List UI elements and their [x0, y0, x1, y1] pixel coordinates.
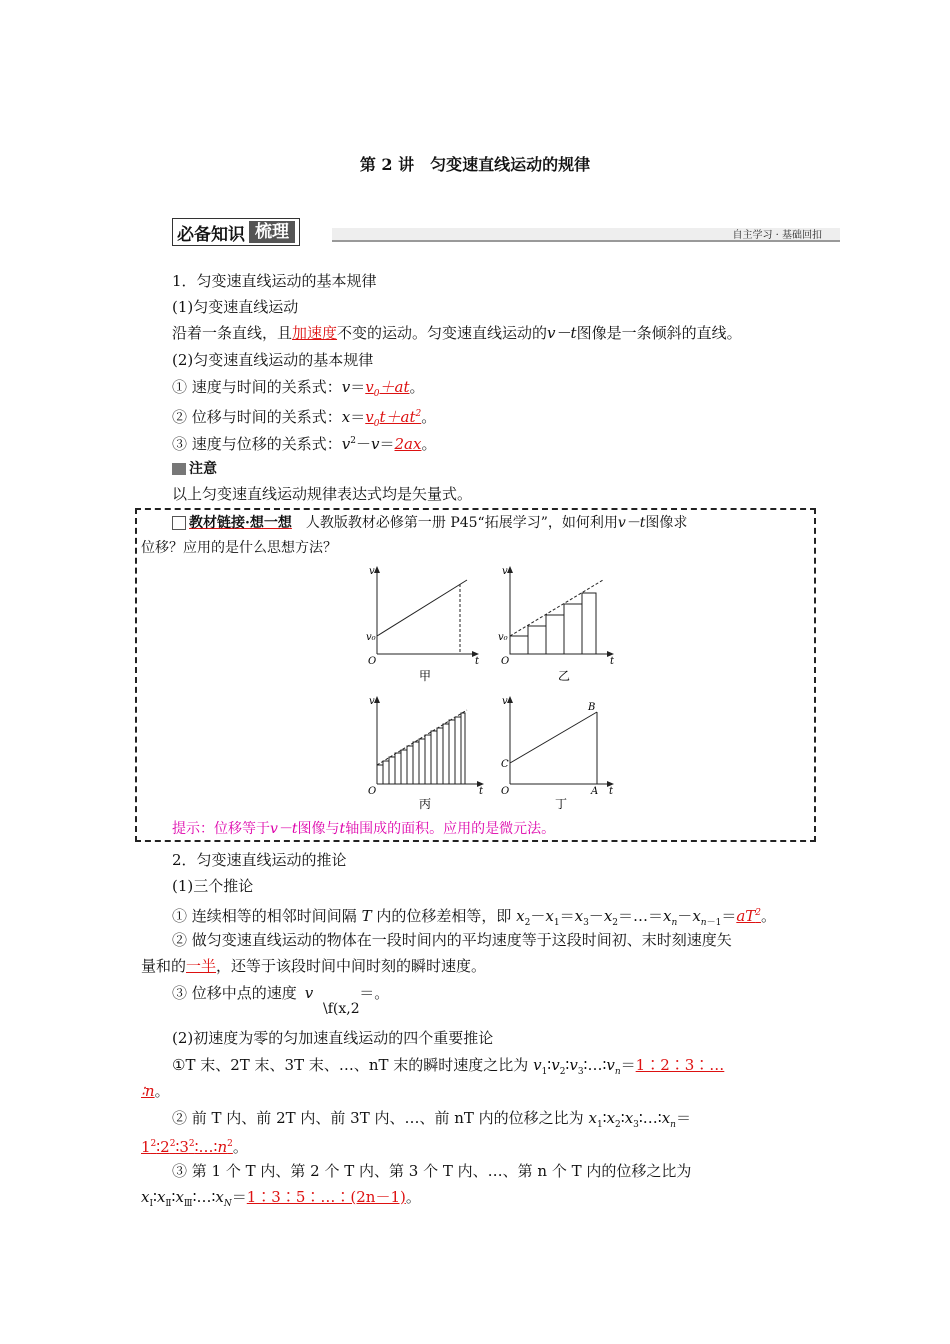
vt-graphs	[355, 560, 625, 810]
note-text: 以上匀变速直线运动规律表达式均是矢量式。	[172, 485, 473, 503]
s2-q2: ② 前 T 内、前 2T 内、前 3T 内、…、前 nT 内的位移之比为 $x_1∶x_2∶x_3∶\dots∶x_n=$	[172, 1109, 691, 1130]
svg-text:v₀: v₀	[366, 632, 376, 643]
link-line-1	[172, 512, 687, 534]
formula-2-answer: $v_0t+at^2$	[365, 408, 422, 429]
s2-r1-answer: $aT^2$	[736, 907, 762, 925]
hint-line: 提示：位移等于v－t图像与t轴围成的面积。应用的是微元法。	[172, 821, 556, 837]
s2-r2a: ② 做匀变速直线运动的物体在一段时间内的平均速度等于这段时间初、末时刻速度矢	[172, 931, 732, 949]
s2-q1-answer-2: ∶n	[141, 1082, 155, 1100]
s2-q1-text: ①T 末、2T 末、3T 末、…、nT 末的瞬时速度之比为	[172, 1056, 529, 1074]
svg-text:t: t	[475, 656, 480, 667]
s2-q2-answer: $1^2∶2^2∶3^2∶\dots∶n^2$	[141, 1138, 233, 1156]
s2-r3-a: ③ 位移中点的速度	[172, 984, 297, 1002]
formula-3-label: ③ 速度与位移的关系式：	[172, 435, 342, 453]
svg-text:t: t	[479, 786, 484, 797]
graph-yi	[498, 566, 615, 683]
s2-heading: 2．匀变速直线运动的推论	[172, 851, 347, 869]
svg-text:v: v	[369, 696, 375, 707]
hint-a: 提示：位移等于	[172, 821, 270, 837]
svg-text:v: v	[369, 566, 375, 577]
svg-text:t: t	[609, 786, 614, 797]
s1-p1-text	[172, 322, 742, 344]
s2-q2-text: ② 前 T 内、前 2T 内、前 3T 内、…、前 nT 内的位移之比为	[172, 1109, 584, 1127]
graph-ding	[501, 696, 614, 810]
s2-r3-frac: \f(x,2	[323, 1001, 360, 1017]
graph-label-ding: 丁	[555, 797, 568, 810]
banner-label: 必备知识	[177, 224, 245, 245]
s2-r2-line2	[141, 955, 486, 977]
s2-q1: ①T 末、2T 末、3T 末、…、nT 末的瞬时速度之比为 $v_1∶v_2∶v_3∶\dots∶v_n=1∶2∶3∶\dots$	[172, 1056, 725, 1077]
s1-p1-head: (1)匀变速直线运动	[172, 298, 299, 316]
banner-subtitle: 自主学习 · 基础回扣	[732, 230, 822, 241]
hint-c: 轴围成的面积。应用的是微元法。	[345, 821, 556, 837]
s2-q2-line2: $1^2∶2^2∶3^2∶\dots∶n^2$。	[141, 1138, 248, 1156]
s2-q1-line2: ∶n。	[141, 1082, 170, 1100]
svg-text:O: O	[368, 786, 377, 797]
formula-2-label: ② 位移与时间的关系式：	[172, 408, 342, 426]
s2-r3-end: ＝。	[359, 984, 390, 1002]
svg-text:C: C	[501, 759, 509, 770]
s2-q3: ③ 第 1 个 T 内、第 2 个 T 内、第 3 个 T 内、…、第 n 个 T 内的位移之比为	[172, 1162, 692, 1180]
s2-r2b: 量和的	[141, 957, 187, 975]
s1-p1-b: 不变的运动。匀变速直线运动的	[337, 324, 548, 342]
s1-p1-blank: 加速度	[292, 324, 338, 342]
link-line-2: 位移？应用的是什么思想方法？	[141, 540, 337, 556]
book-icon	[172, 516, 186, 530]
page-title: 第 2 讲 匀变速直线运动的规律	[359, 155, 591, 174]
graph-label-bing: 丙	[419, 797, 432, 810]
s2-r3: ③ 位移中点的速度 v ＝。	[172, 984, 390, 1002]
svg-text:A: A	[591, 786, 599, 797]
s2-q3-line2: $x_Ⅰ∶x_Ⅱ∶x_Ⅲ∶\dots∶x_N=1∶3∶5∶\dots∶(2n-1)$。	[141, 1188, 421, 1209]
s2-p1-head: (1)三个推论	[172, 877, 254, 895]
formula-3-answer: 2ax	[394, 435, 422, 453]
graph-label-yi: 乙	[558, 669, 571, 683]
svg-text:v: v	[502, 566, 508, 577]
formula-1: ① 速度与时间的关系式：$v=v_0+at$。	[172, 378, 425, 399]
s1-p2-head: (2)匀变速直线运动的基本规律	[172, 351, 374, 369]
link-text-b: 图像求	[645, 515, 688, 531]
note-label	[172, 458, 217, 478]
formula-1-answer: $v_0+at$	[365, 378, 410, 399]
vt-symbol: v－t	[547, 324, 577, 342]
vt-symbol: v－t	[617, 515, 646, 531]
s1-heading: 1．匀变速直线运动的基本规律	[172, 272, 377, 290]
hint-b: 图像与	[297, 821, 340, 837]
banner-box	[172, 218, 300, 246]
svg-text:B: B	[588, 702, 596, 713]
svg-text:O: O	[501, 786, 510, 797]
s2-r1-a: ① 连续相等的相邻时间间隔	[172, 907, 357, 925]
s2-r1: ① 连续相等的相邻时间间隔 T 内的位移差相等，即 $x_2-x_1=x_3-x_2=\dots=x_n-x_{n-1}=aT^2$。	[172, 907, 777, 928]
link-label: 教材链接·想一想	[189, 515, 292, 531]
s1-p1-c: 图像是一条倾斜的直线。	[576, 324, 742, 342]
s2-q3-answer: 1∶3∶5∶…∶(2n－1)	[246, 1188, 406, 1206]
banner-highlight: 梳理	[249, 221, 295, 243]
s2-q1-answer: 1∶2∶3∶…	[635, 1056, 725, 1074]
s2-p2-head: (2)初速度为零的匀加速直线运动的四个重要推论	[172, 1029, 494, 1047]
graph-jia	[366, 566, 480, 683]
speaker-icon	[172, 463, 186, 475]
link-text-a: 人教版教材必修第一册 P45“拓展学习”，如何利用	[305, 515, 618, 531]
note-label-text: 注意	[189, 461, 217, 477]
svg-text:v: v	[502, 696, 508, 707]
svg-text:O: O	[501, 656, 510, 667]
s1-p1-a: 沿着一条直线，且	[172, 324, 293, 342]
section-banner	[172, 218, 840, 246]
graph-label-jia: 甲	[419, 669, 432, 683]
s2-r1-b: 内的位移差相等，即	[376, 907, 512, 925]
s2-r2-blank: 一半	[186, 957, 217, 975]
formula-2: ② 位移与时间的关系式：$x=v_0t+at^2$。	[172, 408, 437, 429]
svg-text:v₀: v₀	[498, 632, 508, 643]
formula-3: ③ 速度与位移的关系式：$v^2-v=2ax$。	[172, 435, 437, 453]
s2-r2c: ，还等于该段时间中间时刻的瞬时速度。	[216, 957, 487, 975]
svg-text:O: O	[368, 656, 377, 667]
svg-text:t: t	[610, 656, 615, 667]
graph-bing	[368, 696, 484, 810]
formula-1-label: ① 速度与时间的关系式：	[172, 378, 342, 396]
